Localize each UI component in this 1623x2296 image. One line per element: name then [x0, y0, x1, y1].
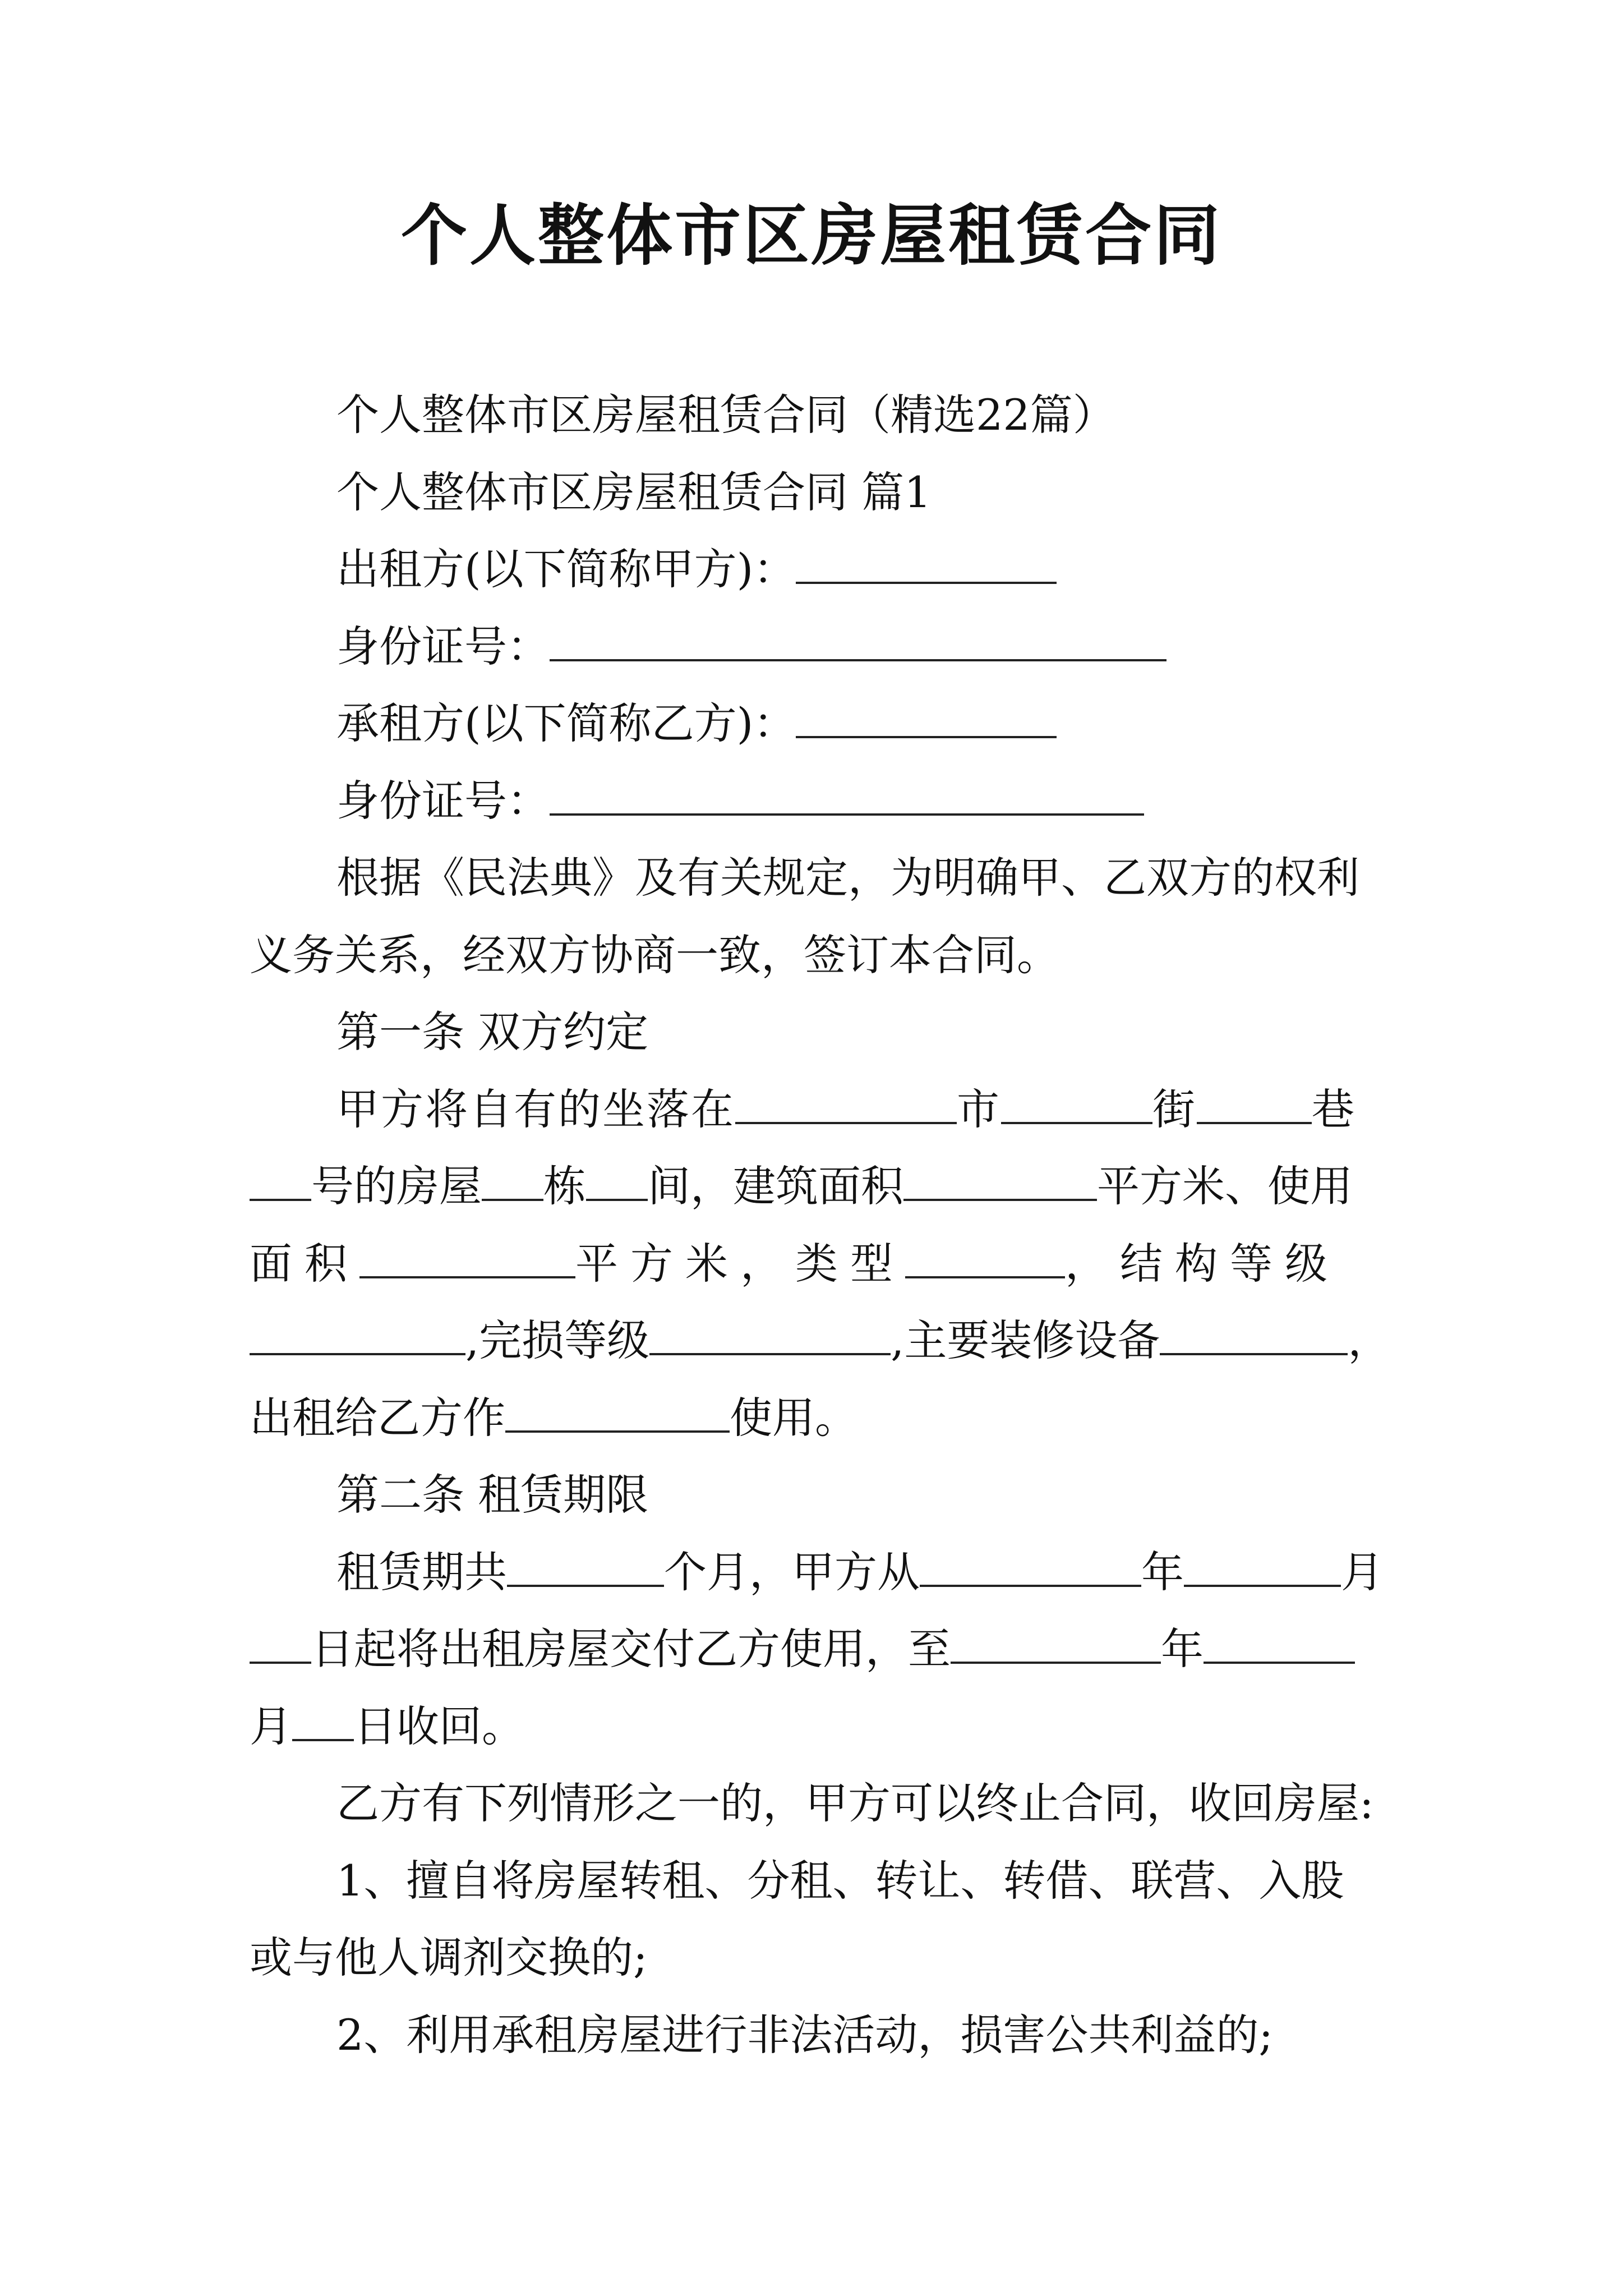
intro-paragraph-line-2: 义务关系，经双方协商一致，签订本合同。 — [250, 930, 1059, 980]
lessee-id-blank — [550, 774, 1144, 816]
article-1-text: 栋 — [543, 1161, 586, 1211]
article-1-heading: 第一条 双方约定 — [336, 1007, 649, 1057]
article-1-line-5 — [250, 1390, 857, 1446]
months-blank — [507, 1545, 664, 1587]
article-2-text: 年 — [1161, 1624, 1204, 1674]
room-blank — [586, 1159, 648, 1201]
article-1-text: 使用。 — [730, 1393, 857, 1443]
start-day-blank — [250, 1622, 311, 1664]
end-year-blank — [951, 1622, 1161, 1664]
article-1-text: 出租给乙方作 — [250, 1393, 505, 1443]
lessor-id-line — [336, 619, 1166, 675]
type-blank — [905, 1237, 1065, 1278]
subtitle: 个人整体市区房屋租赁合同（精选22篇） — [336, 390, 1115, 440]
article-1-line-3 — [250, 1236, 1340, 1292]
lessor-id-label: 身份证号： — [336, 622, 550, 671]
start-month-blank — [1184, 1545, 1341, 1587]
article-1-text: 甲方将自有的坐落在 — [336, 1084, 735, 1134]
termination-item-2: 2、利用承租房屋进行非法活动，损害公共利益的; — [336, 2010, 1273, 2060]
lessor-blank — [796, 542, 1057, 584]
floor-area-blank — [903, 1159, 1097, 1201]
article-1-text: 街 — [1152, 1084, 1197, 1134]
building-blank — [482, 1159, 543, 1201]
lessor-line — [336, 541, 1057, 597]
article-2-text: 日收回。 — [354, 1701, 524, 1751]
article-2-text: 年 — [1141, 1547, 1184, 1597]
lessee-id-label: 身份证号： — [336, 776, 550, 826]
article-2-line-2 — [250, 1621, 1355, 1677]
article-2-text: 个月，甲方从 — [664, 1547, 920, 1597]
structure-grade-blank — [250, 1314, 465, 1355]
article-2-text: 月 — [1341, 1547, 1384, 1597]
lessor-label: 出租方(以下简称甲方)： — [336, 544, 796, 594]
end-day-blank — [292, 1700, 354, 1741]
termination-intro: 乙方有下列情形之一的，甲方可以终止合同，收回房屋: — [336, 1778, 1374, 1828]
damage-grade-blank — [649, 1314, 891, 1355]
lessee-id-line — [336, 773, 1144, 829]
number-blank — [250, 1159, 311, 1201]
article-1-text: ，结构等级 — [1065, 1239, 1340, 1289]
article-1-text: 间，建筑面积 — [648, 1161, 903, 1211]
lessee-label: 承租方(以下简称乙方)： — [336, 698, 796, 748]
termination-item-1-line-1: 1、擅自将房屋转租、分租、转让、转借、联营、入股 — [336, 1856, 1344, 1906]
lessee-line — [336, 696, 1057, 752]
article-1-text: 平方米、使用 — [1097, 1161, 1353, 1211]
article-1-text: 面积 — [250, 1239, 359, 1289]
article-2-line-3 — [250, 1699, 524, 1755]
start-year-blank — [920, 1545, 1141, 1587]
lane-blank — [1197, 1083, 1312, 1124]
article-2-text: 日起将出租房屋交付乙方使用，至 — [311, 1624, 951, 1674]
article-1-text: 平方米，类型 — [575, 1239, 905, 1289]
termination-item-1-line-2: 或与他人调剂交换的; — [250, 1932, 648, 1982]
article-1-text: 号的房屋 — [311, 1161, 482, 1211]
article-2-text: 租赁期共 — [336, 1547, 507, 1597]
article-1-line-4 — [250, 1313, 1390, 1369]
article-1-text: 市 — [957, 1084, 1001, 1134]
end-month-blank — [1204, 1622, 1355, 1664]
usable-area-blank — [359, 1237, 575, 1278]
article-1-line-1 — [336, 1082, 1356, 1138]
city-blank — [735, 1083, 957, 1124]
article-2-heading: 第二条 租赁期限 — [336, 1470, 649, 1520]
equipment-blank — [1160, 1314, 1348, 1355]
section-heading: 个人整体市区房屋租赁合同 篇1 — [336, 467, 932, 517]
intro-paragraph-line-1: 根据《民法典》及有关规定，为明确甲、乙双方的权利 — [336, 853, 1359, 903]
article-1-text: ,完损等级 — [465, 1315, 650, 1365]
lessor-id-blank — [550, 620, 1166, 661]
document-title: 个人整体市区房屋租赁合同 — [400, 196, 1222, 274]
article-2-text: 月 — [250, 1701, 292, 1751]
lessee-blank — [796, 697, 1057, 738]
article-1-line-2 — [250, 1158, 1353, 1214]
article-1-text: ， — [1348, 1315, 1391, 1365]
article-1-text: ,主要装修设备 — [891, 1315, 1160, 1365]
street-blank — [1001, 1083, 1152, 1124]
purpose-blank — [505, 1391, 730, 1433]
article-2-line-1 — [336, 1544, 1384, 1600]
article-1-text: 巷 — [1312, 1084, 1356, 1134]
